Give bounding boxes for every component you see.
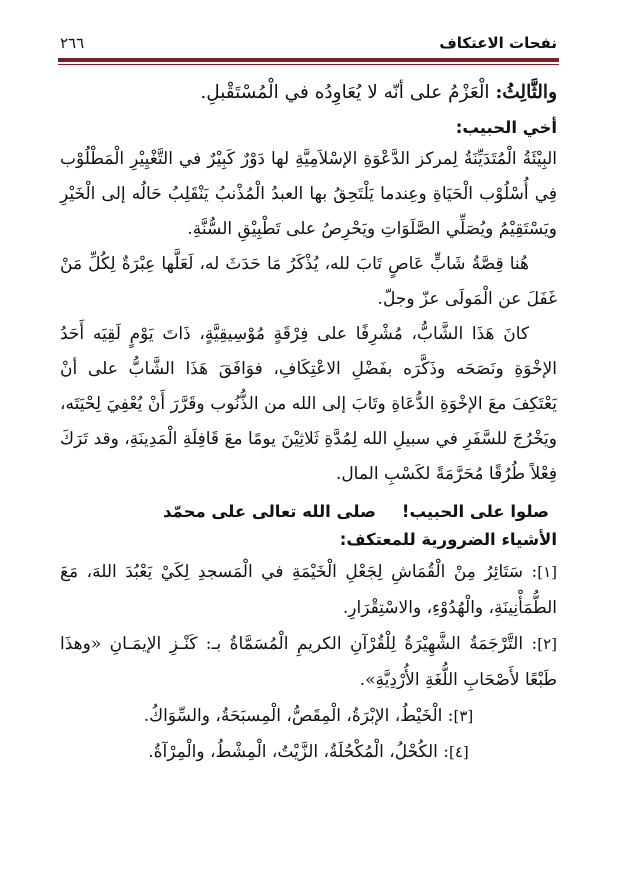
third-point [60, 74, 557, 112]
header-rule-thin [58, 64, 559, 65]
header-rule-thick [58, 58, 559, 62]
list-item [60, 554, 557, 626]
paragraph-story: كانَ هَذَا الشَّابُّ، مُشْرِفًا على فِرْقَةٍ مُوْسِيقِيَّةٍ، ذَاتَ يَوْمٍ لَقِيَه أَحَدُ الإخْوَةِ ونَصَحَه وذَكَّرَه بفَضْلِ الاعْتِكَافِ، فوَافَقَ هَذَا الشَّابُّ على أنْ يَعْتَكِفَ معَ الإخْوَةِ الدُّعَاةِ وتَابَ إلى الله من الذُّنُوب وقَرَّرَ أَنْ يُعْفِيَ لِحْيَتَه، ويَخْرُجَ للسَّفَرِ في سبيلِ الله لِمُدَّةِ ثَلاثِيْنَ يومًا معَ قَافِلَةِ الْمَدِينَةِ، وقد تَرَكَ فِعْلاً طُرُقًا مُحَرَّمَةً لكَسْبِ المال. [60, 324, 557, 484]
list-item [60, 734, 557, 770]
paragraph-environment: البِيْئَةُ الْمُتَدَيِّنَةُ لِمركز الدَّعْوَةِ الإسْلاَمِيَّةِ لها دَوْرٌ كَبِيْرٌ في التَّغْيِيْرِ الْمَطْلُوْب فِي أُسْلُوْب الْحَيَاةِ وعِندما يَلْتَحِقُ بها العبدُ الْمُذْنبُ يَنْقَلِبُ حَالُه إلى الْخَيْرِ ويَسْتَقِيْمُ ويُصَلِّي الصَّلَوَاتِ ويَحْرِصُ على تَطْبِيْقِ السُّنَّةِ. [60, 149, 557, 239]
third-point-text: الْعَزْمُ على أنّه لا يُعَاوِدُه في الْمُسْتَقْبلِ. [200, 82, 496, 103]
list-item-number: [٢] [537, 635, 557, 653]
list-item-text: : التَّرْجَمَةُ الشَّهِيْرَةُ لِلْقُرْآنِ الكريمِ الْمُسَمَّاةُ بـ: كَنْـزِ الإيمَـانِ «وهذَا طَبْعًا لأَصْحَابِ اللُّغَةِ الأُرْدِيَّةِ». [60, 634, 557, 690]
list-item-text: : سَتَائِرُ مِنْ الْقُمَاشِ لِجَعْلِ الْخَيْمَةِ في الْمَسجدِ لِكَيْ يَعْبُدَ اللهَ، مَعَ الطُّمَأْنِينَةِ، والْهُدُوْءِ، والاسْتِقْرَارِ. [60, 562, 557, 618]
akhi-heading: أخي الحبيب: [455, 118, 557, 137]
page-number: ٢٦٦ [60, 34, 85, 52]
salawat-line [60, 498, 557, 526]
running-title: نفحات الاعتكاف [439, 34, 557, 52]
list-item-text: : الْخَيْطُ، الإبْرَةُ، الْمِقَصُّ، الْمِسبَحَةُ، والسِّوَاكُ. [143, 706, 454, 726]
paragraph-story-intro: هُنا قِصَّةُ شَابٍّ عَاصٍ تَابَ لله، يُذْكَرُ مَا حَدَثَ له، لَعَلَّها عِبْرَةٌ لِكُلِّ مَنْ غَفَلَ عن الْمَولَى عزّ وجلّ. [60, 254, 557, 309]
page-body [60, 74, 557, 871]
list-item-number: [٣] [453, 707, 474, 725]
list-item-number: [١] [537, 563, 557, 581]
list-item-text: : الكُحْلُ، الْمُكْحُلَةُ، الزَّيْتُ، الْمِشْطُ، والْمِرْآةُ. [148, 742, 449, 762]
third-point-label: والثَّالِثُ: [495, 82, 557, 103]
list-item [60, 698, 557, 734]
list-item [60, 626, 557, 698]
page-header [60, 30, 557, 56]
list-item-number: [٤] [448, 743, 469, 761]
essentials-heading: الأشياء الضرورية للمعتكف: [339, 530, 557, 549]
salawat-response: صلى الله تعالى على محمّد [162, 502, 376, 521]
salawat-call: صلوا على الحبيب! [401, 502, 549, 521]
